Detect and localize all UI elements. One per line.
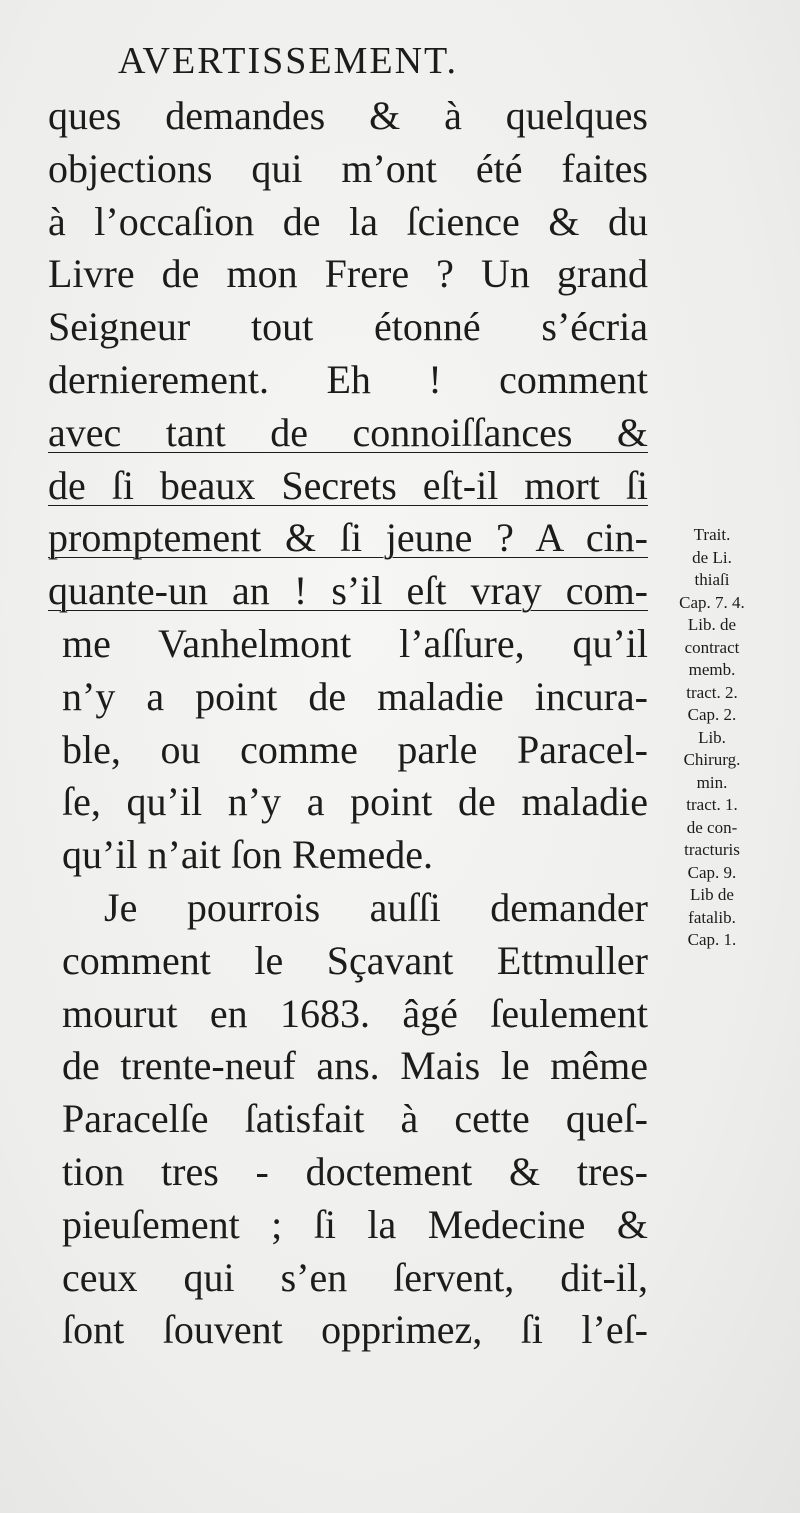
margin-note-line: contract xyxy=(684,637,740,657)
text-line: pieuſement ; ſi la Medecine & xyxy=(62,1201,648,1247)
margin-note-line: tract. 1. xyxy=(686,795,738,814)
text-line: ble, ou comme parle Paracel- xyxy=(62,726,648,772)
margin-note-line: de Li. xyxy=(692,547,732,567)
margin-note-line: Trait. xyxy=(693,525,731,544)
margin-note-line: Lib de xyxy=(690,885,734,904)
text-line: Livre de mon Frere ? Un grand xyxy=(48,251,648,297)
text-line: ſe, qu’il n’y a point de maladie xyxy=(62,779,648,825)
text-line: objections qui m’ont été faites xyxy=(48,145,648,191)
text-line: de trente-neuf ans. Mais le même xyxy=(62,1043,648,1089)
margin-note-line: thiaſi xyxy=(694,570,730,589)
margin-note-line: Cap. 7. 4. xyxy=(679,592,745,612)
text-line: Seigneur tout étonné s’écria xyxy=(48,304,648,350)
margin-note-line: Cap. 9. xyxy=(687,862,737,882)
margin-note-line: memb. xyxy=(688,660,736,679)
text-line: à l’occaſion de la ſcience & du xyxy=(48,198,648,244)
text-line: comment le Sçavant Ettmuller xyxy=(62,937,648,983)
text-line: ques demandes & à quelques xyxy=(48,93,648,138)
text-line: tion tres - doctement & tres- xyxy=(62,1148,648,1194)
margin-note-line: Lib. de xyxy=(687,615,737,634)
text-line: n’y a point de maladie incura- xyxy=(62,673,648,719)
text-line: ſont ſouvent opprimez, ſi l’eſ- xyxy=(62,1307,648,1353)
margin-note-line: Cap. 2. xyxy=(687,705,737,724)
margin-note-line: de con- xyxy=(686,817,738,837)
text-line-underlined: promptement & ſi jeune ? A cin- xyxy=(48,515,648,561)
margin-note-line: fatalib. xyxy=(688,907,736,927)
text-line-underlined: quante-un an ! s’il eſt vray com- xyxy=(48,568,648,614)
margin-notes xyxy=(652,524,772,952)
body-text xyxy=(48,90,648,1357)
margin-note-line: Chirurg. xyxy=(683,750,741,769)
margin-note-line: Cap. 1. xyxy=(687,930,737,949)
text-line: Je pourrois auſſi demander xyxy=(104,884,648,930)
running-header: AVERTISSEMENT. xyxy=(118,40,458,82)
margin-note-line: Lib. xyxy=(698,727,726,747)
margin-note-line: min. xyxy=(696,772,728,792)
margin-note-line: tracturis xyxy=(684,840,740,859)
text-line-underlined: de ſi beaux Secrets eſt-il mort ſi xyxy=(48,462,648,508)
text-line: dernierement. Eh ! comment xyxy=(48,356,648,402)
text-line: qu’il n’ait ſon Remede. xyxy=(62,832,434,878)
text-line: me Vanhelmont l’aſſure, qu’il xyxy=(62,620,648,666)
text-line: ceux qui s’en ſervent, dit-il, xyxy=(62,1254,648,1300)
text-line: mourut en 1683. âgé ſeulement xyxy=(62,990,648,1036)
text-line-underlined: avec tant de connoiſſances & xyxy=(48,409,648,455)
margin-note-line: tract. 2. xyxy=(686,682,738,702)
text-line: Paracelſe ſatisfait à cette queſ- xyxy=(62,1096,648,1142)
